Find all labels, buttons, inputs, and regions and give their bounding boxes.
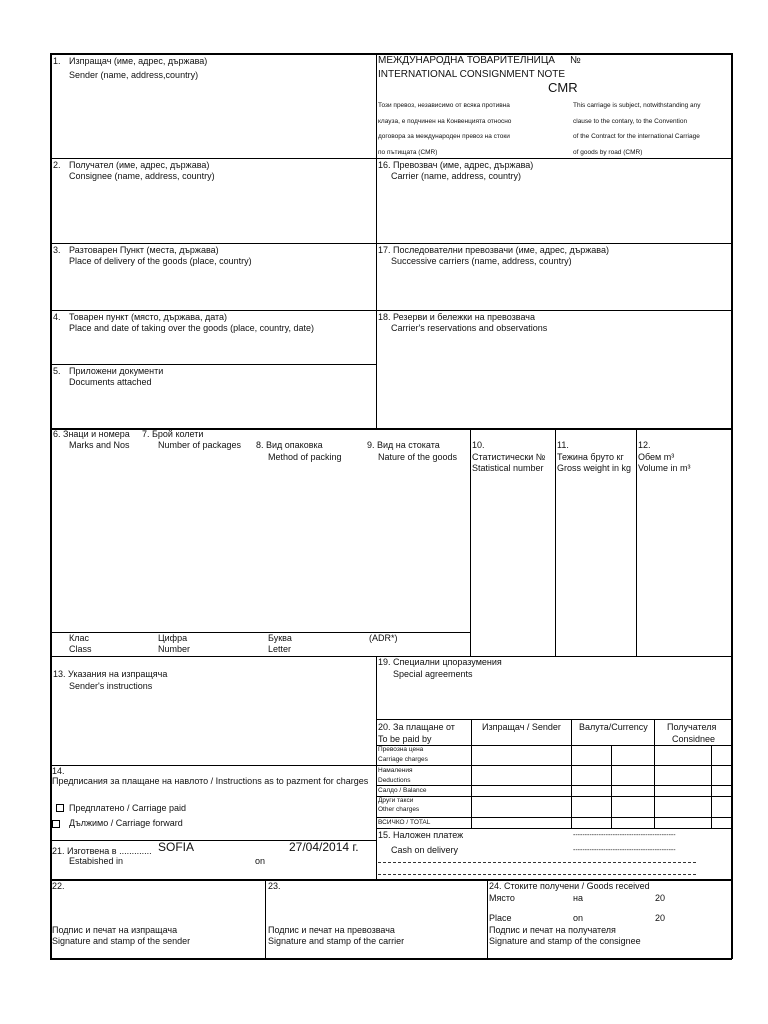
reservations-field[interactable] (378, 336, 729, 426)
letter-label-bg: Буква (268, 633, 292, 643)
special-agreements-field[interactable] (378, 682, 729, 717)
marks-label-bg: 6. Знаци и номера (53, 429, 130, 439)
consignee-signature-label-en: Signature and stamp of the consignee (489, 936, 641, 946)
convention-bg-line: клауза, е подчинен на Конвенцията относно (378, 118, 512, 125)
box3-number: 3. (53, 245, 61, 255)
number-label-en: Number (158, 644, 191, 654)
packing-label-bg: 8. Вид опаковка (256, 440, 323, 450)
volume-label-en: Volume in m³ (638, 463, 691, 473)
instructions-label-bg: 13. Указания на изпращяча (53, 669, 168, 679)
carrier-signature-field[interactable] (268, 893, 485, 923)
marks-label-en: Marks and Nos (69, 440, 130, 450)
reservations-label-en: Carrier's reservations and observations (391, 323, 548, 333)
successive-carriers-label-en: Successive carriers (name, address, country) (391, 256, 572, 266)
year-prefix: 20 (655, 913, 666, 923)
col-consignee: Получателя (667, 722, 717, 732)
sender-signature-field[interactable] (52, 893, 263, 923)
cod-amount-line[interactable] (378, 862, 696, 863)
loading-label-bg: Товарен пункт (място, държава, дата) (69, 312, 228, 322)
col-consignee-en: Considnee (672, 734, 716, 744)
box23-number: 23. (268, 881, 281, 891)
established-label-en: Estabished in (69, 856, 124, 866)
sender-label-bg: Изпращач (име, адрес, държава) (69, 56, 208, 66)
documents-field[interactable] (52, 390, 374, 426)
convention-bg-line: договора за международен превоз на стоки (378, 133, 510, 140)
on-label: on (255, 856, 266, 866)
consignee-label-bg: Получател (име, адрес, държава) (69, 160, 210, 170)
row-label: Carriage charges (378, 756, 428, 763)
row-label: Превозна цена (378, 746, 424, 753)
class-label-en: Class (69, 644, 92, 654)
carriage-paid-checkbox[interactable] (56, 804, 64, 812)
box22-number: 22. (52, 881, 65, 891)
packages-label-en: Number of packages (158, 440, 242, 450)
box2-number: 2. (53, 160, 61, 170)
goods-received-label: 24. Стоките получени / Goods received (489, 881, 650, 891)
adr-label: (ADR*) (369, 633, 398, 643)
cod-dashes: -------------------------------------------- (573, 832, 676, 839)
carrier-label-en: Carrier (name, address, country) (391, 171, 522, 181)
carrier-label-bg: 16. Превозвач (име, адрес, държава) (378, 160, 534, 170)
established-label-bg: 21. Изготвена в ............. (52, 846, 152, 856)
consignee-signature-field[interactable] (489, 947, 729, 957)
convention-en-line: This carriage is subject, notwithstanding any (573, 102, 701, 109)
statistical-label-en: Statistical number (472, 463, 544, 473)
volume-field[interactable] (638, 476, 730, 654)
row-label: Намаления (378, 767, 413, 774)
loading-label-en: Place and date of taking over the goods (place, country, date) (69, 323, 314, 333)
gross-weight-label-bg: Тежина бруто кг (557, 452, 624, 462)
place-label-bg: Място (489, 893, 515, 903)
cod-label-bg: 15. Наложен платеж (378, 830, 464, 840)
loading-place-field[interactable] (52, 336, 374, 362)
delivery-label-bg: Разтоварен Пункт (места, държава) (69, 245, 219, 255)
cod-label-en: Cash on delivery (391, 845, 459, 855)
col-currency: Валута/Currency (579, 722, 648, 732)
sender-signature-label-en: Signature and stamp of the sender (52, 936, 191, 946)
packages-label-bg: 7. Брой колети (142, 429, 204, 439)
row-label: ВСИЧКО / TOTAL (378, 819, 431, 826)
row-label: Deductions (378, 777, 411, 784)
carrier-signature-label-en: Signature and stamp of the carrier (268, 936, 405, 946)
volume-index: 12. (638, 440, 651, 450)
cod-amount-line-2[interactable] (378, 874, 696, 875)
special-agreements-label-bg: 19. Специални цпоразумения (378, 657, 502, 667)
convention-en-line: of the Contract for the international Carriage (573, 133, 700, 140)
sender-label-en: Sender (name, address,country) (69, 70, 199, 80)
convention-bg-line: по пътищата (CMR) (378, 149, 438, 156)
reservations-label-bg: 18. Резерви и бележки на превозвача (378, 312, 535, 322)
goods-description-field[interactable] (52, 476, 469, 630)
packing-label-en: Method of packing (268, 452, 342, 462)
class-label-bg: Клас (69, 633, 89, 643)
nature-label-bg: 9. Вид на стоката (367, 440, 440, 450)
gross-weight-field[interactable] (557, 476, 635, 654)
box4-number: 4. (53, 312, 61, 322)
successive-carriers-label-bg: 17. Последователни превозвачи (име, адрес, държава) (378, 245, 609, 255)
documents-label-bg: Приложени документи (69, 366, 164, 376)
convention-en-line: of goods by road (CMR) (573, 149, 643, 156)
carriage-forward-checkbox[interactable] (52, 820, 60, 828)
carrier-field[interactable] (378, 184, 729, 241)
number-label-bg: Цифра (158, 633, 188, 643)
row-label: Other charges (378, 806, 420, 813)
convention-bg-line: Този превоз, независимо от всяка противна (378, 102, 510, 109)
on-label: on (573, 913, 584, 923)
carriage-forward-label: Дължимо / Carriage forward (69, 818, 183, 828)
number-sign: № (570, 55, 581, 66)
established-date[interactable]: 27/04/2014 г. (289, 840, 359, 854)
col-sender: Изпращач / Sender (482, 722, 561, 732)
consignee-signature-label-bg: Подпис и печат на получателя (489, 925, 616, 935)
sender-signature-label-bg: Подпис и печат на изпращача (52, 925, 178, 935)
cod-dashes: -------------------------------------------- (573, 847, 676, 854)
title-en: INTERNATIONAL CONSIGNMENT NOTE (378, 69, 566, 80)
title-bg: МЕЖДУНАРОДНА ТОВАРИТЕЛНИЦА (378, 55, 555, 66)
charges-table-cells[interactable] (472, 746, 730, 827)
box5-number: 5. (53, 366, 61, 376)
gross-weight-index: 11. (557, 440, 569, 450)
established-place[interactable]: SOFIA (158, 840, 195, 854)
nature-label-en: Nature of the goods (378, 452, 458, 462)
convention-en-line: clause to the contary, to the Convention (573, 118, 688, 125)
delivery-place-field[interactable] (52, 269, 374, 308)
year-prefix: 20 (655, 893, 666, 903)
payment-instructions-label: Предписания за плащане на навлото / Instructions as to pazment for charges (52, 776, 369, 786)
consignee-label-en: Consignee (name, address, country) (69, 171, 215, 181)
box1-number: 1. (53, 56, 61, 66)
instructions-label-en: Sender's instructions (69, 681, 153, 691)
to-be-paid-label-en: To be paid by (378, 734, 432, 744)
row-label: Салдо / Balance (378, 787, 427, 794)
to-be-paid-label-bg: 20. За плащане от (378, 722, 455, 732)
carriage-paid-label: Предплатено / Carriage paid (69, 803, 186, 813)
successive-carriers-field[interactable] (378, 269, 729, 308)
sender-instructions-field[interactable] (52, 694, 374, 763)
row-label: Други такси (378, 797, 414, 804)
statistical-label-bg: Статистически № (472, 452, 546, 462)
carrier-signature-label-bg: Подпис и печат на превозвача (268, 925, 395, 935)
volume-label-bg: Обем m³ (638, 452, 675, 462)
documents-label-en: Documents attached (69, 377, 152, 387)
consignee-field[interactable] (52, 184, 374, 241)
box14-number: 14. (52, 766, 65, 776)
place-label-en: Place (489, 913, 512, 923)
delivery-label-en: Place of delivery of the goods (place, country) (69, 256, 252, 266)
na-label: на (573, 893, 583, 903)
sender-field[interactable] (52, 84, 374, 156)
special-agreements-label-en: Special agreements (393, 669, 473, 679)
statistical-number-field[interactable] (472, 476, 554, 654)
gross-weight-label-en: Gross weight in kg (557, 463, 632, 473)
letter-label-en: Letter (268, 644, 292, 654)
statistical-number-index: 10. (472, 440, 485, 450)
cmr-mark: CMR (548, 80, 578, 95)
